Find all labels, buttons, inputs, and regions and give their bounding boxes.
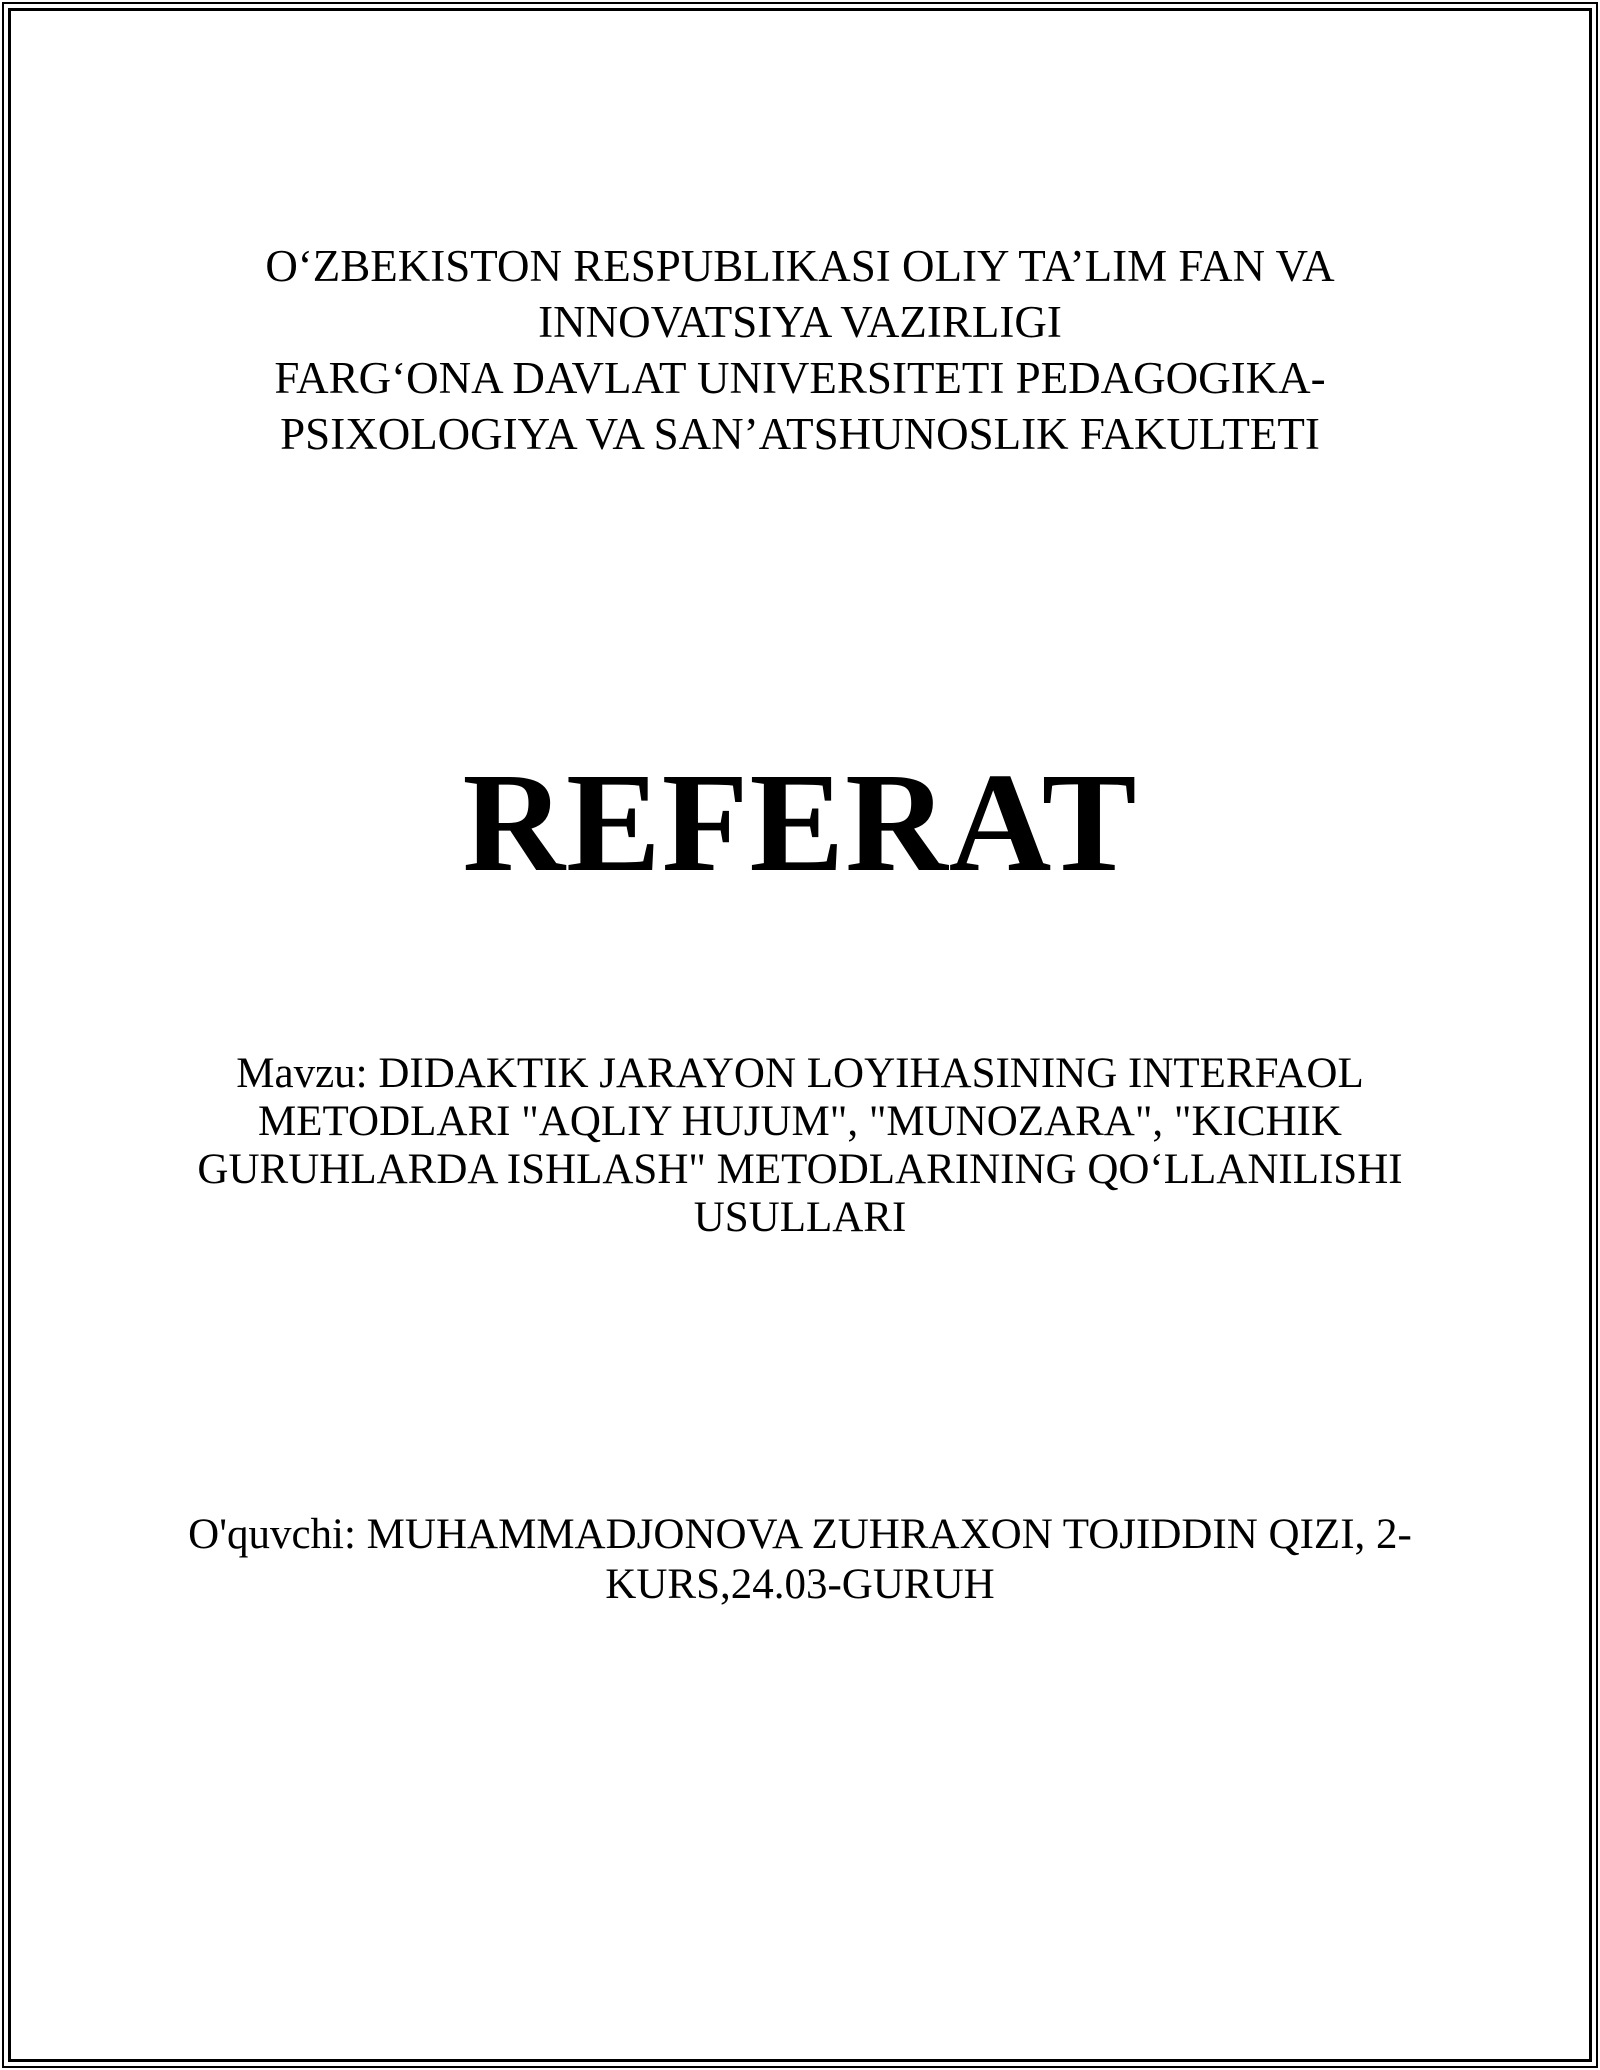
- student-line-1: O'quvchi: MUHAMMADJONOVA ZUHRAXON TOJIDDIN QIZI, 2-: [188, 1511, 1412, 1558]
- topic-section: [140, 1050, 1460, 1242]
- topic-line-3: GURUHLARDA ISHLASH" METODLARINING QO‘LLANILISHI: [197, 1146, 1403, 1193]
- student-section: [140, 1510, 1460, 1610]
- topic-line-1: Mavzu: DIDAKTIK JARAYON LOYIHASINING INTERFAOL: [236, 1050, 1364, 1097]
- header-line-faculty-1: FARG‘ONA DAVLAT UNIVERSITETI PEDAGOGIKA-: [274, 353, 1326, 403]
- topic-line-4: USULLARI: [693, 1194, 907, 1241]
- header-line-ministry-2: INNOVATSIYA VAZIRLIGI: [538, 297, 1062, 347]
- document-title: REFERAT: [462, 743, 1138, 901]
- university-header: [140, 238, 1460, 462]
- student-line-2: KURS,24.03-GURUH: [605, 1561, 995, 1608]
- header-line-faculty-2: PSIXOLOGIYA VA SAN’ATSHUNOSLIK FAKULTETI: [280, 409, 1320, 459]
- header-line-ministry-1: O‘ZBEKISTON RESPUBLIKASI OLIY TA’LIM FAN VA: [265, 241, 1335, 291]
- topic-line-2: METODLARI "AQLIY HUJUM", "MUNOZARA", "KICHIK: [258, 1098, 1342, 1145]
